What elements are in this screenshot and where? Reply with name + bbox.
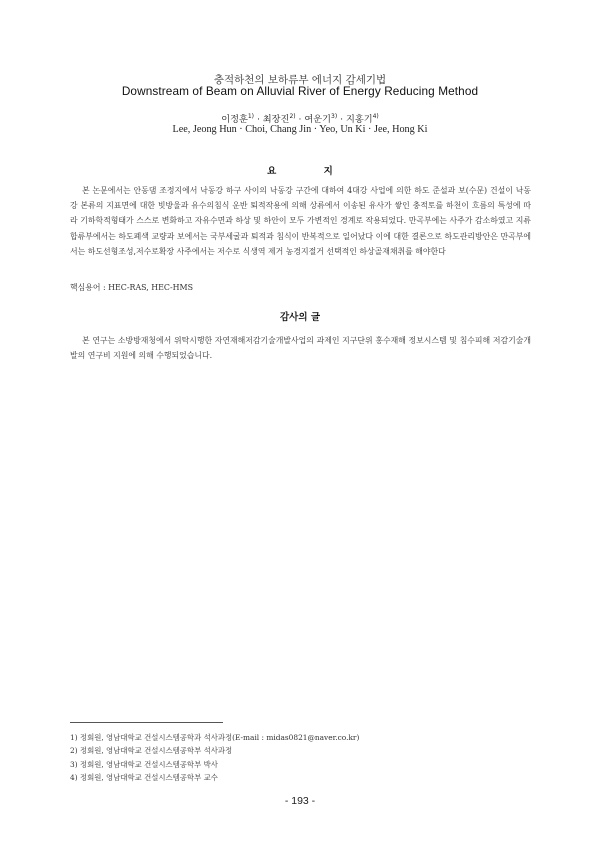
abstract-text: 본 논문에서는 안동댐 조정지에서 낙동강 하구 사이의 낙동강 구간에 대하여 4대강 사업에 의한 하도 준설과 보(수문) 건설이 낙동강 본류의 지표면에 대한 빗방울과 유수의침식 운반 퇴적작용에 의해 상류에서 이송된 유사가 쌓인 충적토를 하천이 흐름의 특성에 따라 기하학적형태가 스스로 변화하고 자유수면과 하상 및 하안이 모두 가변적인 경계로 작용되었다. 만곡부에는 사주가 감소하였고 지류합류부에서는 하도폐색 교량과 보에서는 국부세굴과 퇴적과 침식이 반복적으로 일어났다 이에 대한 결론으로 하도관리방안은 만곡부에서는 하도선형조성,저수로확장 사주에서는 저수로 식생역 제거 농경지절거 선택적인 하상골재채취를 해야한다 <box>70 186 531 256</box>
author-footnote-mark: 4) <box>372 112 379 120</box>
author-separator: · <box>254 114 263 125</box>
author-name: 여운기 <box>304 114 332 125</box>
footnote: 2) 정회원, 영남대학교 건설시스템공학부 석사과정 <box>70 746 233 756</box>
footnote: 1) 정회원, 영남대학교 건설시스템공학과 석사과정(E-mail : midas0821@naver.co.kr) <box>70 733 360 742</box>
author-separator: · <box>295 114 305 125</box>
authors-english: Lee, Jeong Hun · Choi, Chang Jin · Yeo, Un Ki · Jee, Hong Ki <box>172 124 428 135</box>
author-name: 이정훈 <box>221 114 248 125</box>
author-name: 최장진 <box>262 114 290 125</box>
title-english: Downstream of Beam on Alluvial River of Energy Reducing Method <box>121 84 479 98</box>
acknowledgement-heading: 감사의 글 <box>279 312 320 323</box>
abstract-heading: 요 지 <box>267 166 355 177</box>
authors-korean <box>0 111 600 125</box>
author-footnote-mark: 3) <box>331 112 338 120</box>
title-korean: 충적하천의 보하류부 에너지 감세기법 <box>213 74 387 86</box>
author-footnote-mark: 1) <box>247 112 255 120</box>
author-footnote-mark: 2) <box>289 112 296 120</box>
footnote: 4) 정회원, 영남대학교 건설시스템공학부 교수 <box>70 772 218 782</box>
acknowledgement-text: 본 연구는 소방방재청에서 위탁시행한 자연재해저감기술개발사업의 과제인 지구단위 홍수재해 정보시스템 및 침수피해 저감기술개발의 연구비 지원에 의해 수행되었습니다. <box>70 336 531 361</box>
author-name: 지홍기 <box>345 114 373 125</box>
page-number: - 193 - <box>284 795 316 807</box>
footnotes <box>70 731 359 784</box>
author-separator: · <box>337 114 346 125</box>
footnote-divider <box>70 722 223 723</box>
keywords: 핵심용어 : HEC-RAS, HEC-HMS <box>70 283 194 292</box>
footnote: 3) 정회원, 영남대학교 건설시스템공학부 박사 <box>70 759 218 769</box>
